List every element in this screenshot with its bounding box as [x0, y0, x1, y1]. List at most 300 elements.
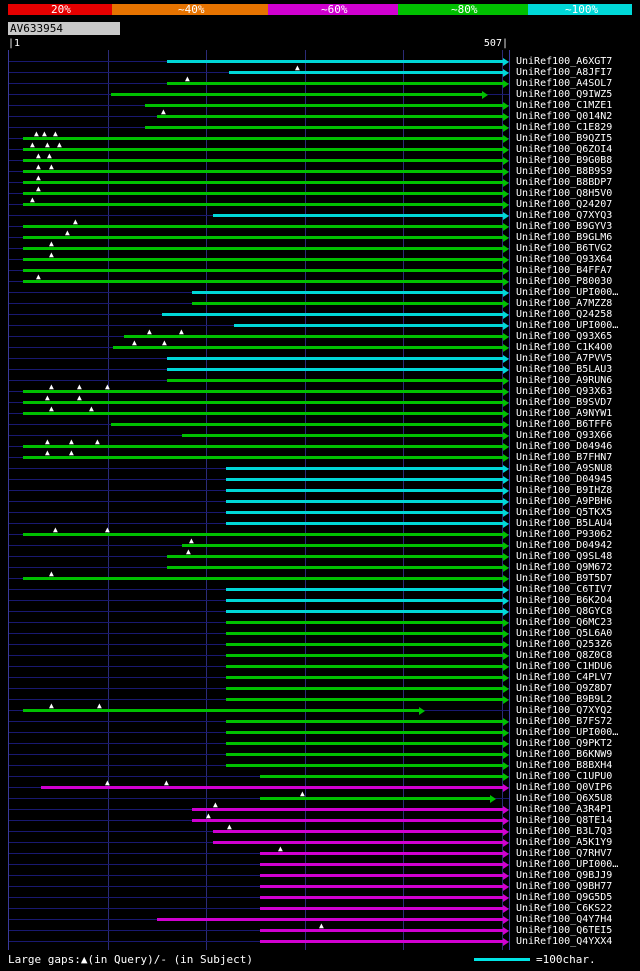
hit-bar[interactable] [213, 214, 503, 217]
hit-label[interactable]: UniRef100_C6KS22 [516, 903, 613, 914]
hit-arrowhead [503, 553, 509, 561]
gap-marker-icon: ▲ [95, 437, 100, 446]
hit-bar[interactable] [213, 830, 503, 833]
hit-label[interactable]: UniRef100_UPI000… [516, 320, 619, 331]
hit-bar[interactable] [167, 368, 503, 371]
hit-bar[interactable] [23, 258, 503, 261]
hit-label[interactable]: UniRef100_Q014N2 [516, 111, 613, 122]
gap-marker-icon: ▲ [105, 525, 110, 534]
hit-bar[interactable] [226, 676, 503, 679]
hit-arrowhead [503, 718, 509, 726]
hit-label[interactable]: UniRef100_Q8GYC8 [516, 606, 613, 617]
hit-label[interactable]: UniRef100_A9RUN6 [516, 375, 613, 386]
hit-arrowhead [503, 278, 509, 286]
gap-marker-icon: ▲ [97, 701, 102, 710]
hit-label[interactable]: UniRef100_Q6ZOI4 [516, 144, 613, 155]
hit-bar[interactable] [192, 808, 503, 811]
hit-bar[interactable] [260, 852, 503, 855]
hit-label[interactable]: UniRef100_B9IHZ8 [516, 485, 613, 496]
hit-label[interactable]: UniRef100_C1MZE1 [516, 100, 613, 111]
hit-arrowhead [503, 520, 509, 528]
hit-arrowhead [503, 619, 509, 627]
hit-bar[interactable] [226, 687, 503, 690]
hit-arrowhead [503, 575, 509, 583]
gap-marker-icon: ▲ [300, 789, 305, 798]
gap-marker-icon: ▲ [227, 822, 232, 831]
hit-bar[interactable] [23, 203, 503, 206]
gap-marker-icon: ▲ [295, 63, 300, 72]
hit-bar[interactable] [167, 357, 503, 360]
hit-bar[interactable] [23, 577, 503, 580]
hit-label[interactable]: UniRef100_Q93X66 [516, 430, 613, 441]
hit-label[interactable]: UniRef100_Q5L6A0 [516, 628, 613, 639]
gap-marker-icon: ▲ [278, 844, 283, 853]
hit-bar[interactable] [23, 390, 503, 393]
hit-label[interactable]: UniRef100_A5K1Y9 [516, 837, 613, 848]
hit-bar[interactable] [226, 599, 503, 602]
gap-marker-icon: ▲ [49, 569, 54, 578]
hit-bar[interactable] [260, 907, 503, 910]
hit-bar[interactable] [260, 885, 503, 888]
hit-arrowhead [503, 850, 509, 858]
hit-arrowhead [503, 311, 509, 319]
hit-label[interactable]: UniRef100_B8B9S9 [516, 166, 613, 177]
hit-bar[interactable] [23, 236, 503, 239]
scale-label: =100char. [536, 953, 596, 966]
hit-bar[interactable] [226, 500, 503, 503]
hit-arrowhead [503, 487, 509, 495]
hit-bar[interactable] [226, 731, 503, 734]
gap-marker-icon: ▲ [47, 151, 52, 160]
hit-arrowhead [503, 289, 509, 297]
hit-bar[interactable] [23, 456, 503, 459]
hit-arrowhead [503, 883, 509, 891]
gap-marker-icon: ▲ [164, 778, 169, 787]
hit-label[interactable]: UniRef100_A9SNU8 [516, 463, 613, 474]
hit-label[interactable]: UniRef100_A6XGT7 [516, 56, 613, 67]
hit-arrowhead [503, 355, 509, 363]
gap-marker-icon: ▲ [49, 701, 54, 710]
hit-bar[interactable] [167, 566, 503, 569]
hit-label[interactable]: UniRef100_Q4Y7H4 [516, 914, 613, 925]
hit-arrowhead [503, 212, 509, 220]
hit-label[interactable]: UniRef100_A7MZZ8 [516, 298, 613, 309]
hit-arrowhead [503, 696, 509, 704]
hit-arrowhead [482, 91, 488, 99]
hit-bar[interactable] [226, 720, 503, 723]
gap-marker-icon: ▲ [57, 140, 62, 149]
hit-arrowhead [503, 938, 509, 946]
position-ruler [8, 38, 508, 50]
hit-bar[interactable] [226, 489, 503, 492]
hit-bar[interactable] [23, 170, 503, 173]
gap-marker-icon: ▲ [49, 382, 54, 391]
hit-arrowhead [503, 256, 509, 264]
hit-bar[interactable] [23, 192, 503, 195]
hit-bar[interactable] [182, 434, 503, 437]
hit-bar[interactable] [145, 104, 503, 107]
gap-marker-icon: ▲ [53, 525, 58, 534]
hit-arrowhead [503, 245, 509, 253]
gap-marker-icon: ▲ [189, 536, 194, 545]
hit-label[interactable]: UniRef100_B5LAU3 [516, 364, 613, 375]
hit-arrowhead [503, 454, 509, 462]
hit-bar[interactable] [23, 280, 503, 283]
hit-bar[interactable] [23, 137, 503, 140]
gap-marker-icon: ▲ [89, 404, 94, 413]
hit-label[interactable]: UniRef100_B8BDP7 [516, 177, 613, 188]
hit-arrowhead [503, 168, 509, 176]
hit-label[interactable]: UniRef100_C1UPU0 [516, 771, 613, 782]
gap-marker-icon: ▲ [34, 129, 39, 138]
hit-bar[interactable] [226, 467, 503, 470]
hit-arrowhead [503, 773, 509, 781]
hit-arrowhead [503, 564, 509, 572]
hit-arrowhead [503, 861, 509, 869]
hit-arrowhead [503, 663, 509, 671]
hit-label[interactable]: UniRef100_Q9IWZ5 [516, 89, 613, 100]
hit-arrowhead [503, 685, 509, 693]
hit-label[interactable]: UniRef100_Q9PKT2 [516, 738, 613, 749]
gap-marker-icon: ▲ [36, 162, 41, 171]
hit-arrowhead [503, 421, 509, 429]
gap-marker-icon: ▲ [45, 448, 50, 457]
hit-label[interactable]: UniRef100_Q93X63 [516, 386, 613, 397]
hit-label[interactable]: UniRef100_Q7RHV7 [516, 848, 613, 859]
hit-label[interactable]: UniRef100_B5LAU4 [516, 518, 613, 529]
gap-marker-icon: ▲ [186, 547, 191, 556]
hit-bar[interactable] [226, 478, 503, 481]
hit-label[interactable]: UniRef100_D04945 [516, 474, 613, 485]
hit-bar[interactable] [260, 929, 503, 932]
hit-arrowhead [503, 586, 509, 594]
hit-label[interactable]: UniRef100_P80030 [516, 276, 613, 287]
hit-label[interactable]: UniRef100_C1K4O0 [516, 342, 613, 353]
hit-arrowhead [503, 157, 509, 165]
hit-arrowhead [503, 872, 509, 880]
hit-bar[interactable] [23, 269, 503, 272]
hit-arrowhead [503, 399, 509, 407]
hit-arrowhead [503, 476, 509, 484]
gap-marker-icon: ▲ [36, 272, 41, 281]
query-name-bar: AV633954 [8, 22, 120, 35]
gap-marker-icon: ▲ [213, 800, 218, 809]
legend-label-1: ~40% [178, 3, 205, 16]
gap-marker-icon: ▲ [319, 921, 324, 930]
hit-arrowhead [503, 410, 509, 418]
hit-bar[interactable] [226, 698, 503, 701]
hit-label[interactable]: UniRef100_Q24207 [516, 199, 613, 210]
hit-label[interactable]: UniRef100_Q9G5D5 [516, 892, 613, 903]
hit-bar[interactable] [111, 423, 503, 426]
gap-marker-icon: ▲ [132, 338, 137, 347]
gap-marker-icon: ▲ [45, 140, 50, 149]
hit-bar[interactable] [157, 115, 503, 118]
hit-label[interactable]: UniRef100_C4PLV7 [516, 672, 613, 683]
hit-label[interactable]: UniRef100_Q9Z8D7 [516, 683, 613, 694]
hit-arrowhead [503, 608, 509, 616]
hit-label[interactable]: UniRef100_UPI000… [516, 287, 619, 298]
hit-label[interactable]: UniRef100_B6KNW9 [516, 749, 613, 760]
hit-label[interactable]: UniRef100_B9GLM6 [516, 232, 613, 243]
hit-arrowhead [503, 223, 509, 231]
hit-arrowhead [503, 80, 509, 88]
hit-label[interactable]: UniRef100_UPI000… [516, 859, 619, 870]
hit-label[interactable]: UniRef100_Q9SL48 [516, 551, 613, 562]
hit-bar[interactable] [157, 918, 503, 921]
gap-marker-icon: ▲ [53, 129, 58, 138]
hit-bar[interactable] [226, 742, 503, 745]
hit-label[interactable]: UniRef100_D04942 [516, 540, 613, 551]
hit-arrowhead [503, 234, 509, 242]
hit-label[interactable]: UniRef100_Q4YXX4 [516, 936, 613, 947]
hit-bar[interactable] [226, 753, 503, 756]
hit-arrowhead [503, 201, 509, 209]
hit-arrowhead [503, 597, 509, 605]
hit-bar[interactable] [23, 709, 419, 712]
hit-arrowhead [503, 146, 509, 154]
gap-marker-icon: ▲ [162, 338, 167, 347]
hit-label[interactable]: UniRef100_B3L7Q3 [516, 826, 613, 837]
hit-bar[interactable] [229, 71, 503, 74]
hit-label[interactable]: UniRef100_D04946 [516, 441, 613, 452]
gap-marker-icon: ▲ [185, 74, 190, 83]
hit-bar[interactable] [23, 401, 503, 404]
hit-label[interactable]: UniRef100_B9G0B8 [516, 155, 613, 166]
hit-arrowhead [503, 432, 509, 440]
hit-bar[interactable] [23, 247, 503, 250]
hit-arrowhead [503, 729, 509, 737]
hit-arrowhead [503, 916, 509, 924]
hit-bar[interactable] [192, 302, 503, 305]
gap-marker-icon: ▲ [77, 393, 82, 402]
hit-bar[interactable] [145, 126, 503, 129]
legend-label-0: 20% [51, 3, 71, 16]
hit-label[interactable]: UniRef100_Q8TE14 [516, 815, 613, 826]
hit-arrowhead [503, 333, 509, 341]
gap-marker-icon: ▲ [206, 811, 211, 820]
gap-marker-icon: ▲ [77, 382, 82, 391]
identity-legend [8, 4, 632, 20]
hit-label[interactable]: UniRef100_P93062 [516, 529, 613, 540]
hit-bar[interactable] [226, 621, 503, 624]
hit-bar[interactable] [182, 544, 503, 547]
legend-label-3: ~80% [451, 3, 478, 16]
hit-bar[interactable] [23, 412, 503, 415]
hit-label[interactable]: UniRef100_B9QZI5 [516, 133, 613, 144]
hit-label[interactable]: UniRef100_Q24258 [516, 309, 613, 320]
hit-bar[interactable] [260, 863, 503, 866]
hit-label[interactable]: UniRef100_B9B9L2 [516, 694, 613, 705]
gap-marker-icon: ▲ [42, 129, 47, 138]
hit-label[interactable]: UniRef100_Q253Z6 [516, 639, 613, 650]
ruler-start-label: |1 [8, 38, 21, 49]
hit-label[interactable]: UniRef100_Q93X64 [516, 254, 613, 265]
hit-bar[interactable] [23, 159, 503, 162]
gap-marker-icon: ▲ [30, 195, 35, 204]
hit-bar[interactable] [41, 786, 503, 789]
hit-label[interactable]: UniRef100_Q9BJJ9 [516, 870, 613, 881]
gap-marker-icon: ▲ [36, 151, 41, 160]
hit-label[interactable]: UniRef100_Q9M672 [516, 562, 613, 573]
hit-label[interactable]: UniRef100_A7PVV5 [516, 353, 613, 364]
hit-bar[interactable] [23, 225, 503, 228]
hit-arrowhead [503, 322, 509, 330]
hit-arrowhead [503, 817, 509, 825]
hit-label[interactable]: UniRef100_C1E829 [516, 122, 613, 133]
hit-plot-area [8, 50, 510, 950]
hit-arrowhead [503, 300, 509, 308]
hit-arrowhead [503, 784, 509, 792]
hit-label[interactable]: UniRef100_B6TVG2 [516, 243, 613, 254]
hit-label[interactable]: UniRef100_Q5TKX5 [516, 507, 613, 518]
hit-arrowhead [503, 905, 509, 913]
hit-bar[interactable] [260, 797, 490, 800]
gap-marker-icon: ▲ [147, 327, 152, 336]
hit-label[interactable]: UniRef100_Q6MC23 [516, 617, 613, 628]
hit-arrowhead [503, 113, 509, 121]
hit-bar[interactable] [213, 841, 503, 844]
hit-label[interactable]: UniRef100_B9T5D7 [516, 573, 613, 584]
hit-arrowhead [503, 124, 509, 132]
hit-label[interactable]: UniRef100_B9GYV3 [516, 221, 613, 232]
hit-arrowhead [503, 190, 509, 198]
hit-bar[interactable] [226, 511, 503, 514]
hit-label[interactable]: UniRef100_B7FS72 [516, 716, 613, 727]
hit-arrowhead [503, 509, 509, 517]
hit-label[interactable]: UniRef100_B4FFA7 [516, 265, 613, 276]
hit-bar[interactable] [226, 588, 503, 591]
hit-arrowhead [503, 641, 509, 649]
hit-bar[interactable] [226, 522, 503, 525]
hit-arrowhead [503, 630, 509, 638]
hit-arrowhead [503, 179, 509, 187]
hit-bar[interactable] [260, 874, 503, 877]
hit-label[interactable]: UniRef100_Q8Z0C8 [516, 650, 613, 661]
gap-marker-icon: ▲ [49, 404, 54, 413]
hit-bar[interactable] [260, 775, 503, 778]
hit-label[interactable]: UniRef100_B7FHN7 [516, 452, 613, 463]
hit-label[interactable]: UniRef100_Q93X65 [516, 331, 613, 342]
hit-bar[interactable] [226, 643, 503, 646]
legend-label-4: ~100% [565, 3, 599, 16]
hit-label[interactable]: UniRef100_Q6TEI5 [516, 925, 613, 936]
hit-label[interactable]: UniRef100_B6K2O4 [516, 595, 613, 606]
footer-legend [8, 952, 632, 968]
hit-arrowhead [503, 531, 509, 539]
hit-label[interactable]: UniRef100_Q6X5U8 [516, 793, 613, 804]
hit-arrowhead [503, 465, 509, 473]
hit-bar[interactable] [167, 555, 503, 558]
hit-label[interactable]: UniRef100_Q7XYQ2 [516, 705, 613, 716]
gap-marker-icon: ▲ [69, 448, 74, 457]
hit-arrowhead [503, 751, 509, 759]
hit-label[interactable]: UniRef100_A4SOL7 [516, 78, 613, 89]
hit-bar[interactable] [167, 379, 503, 382]
hit-arrowhead [503, 377, 509, 385]
hit-arrowhead [503, 388, 509, 396]
scale-bar-icon [474, 958, 530, 961]
gap-marker-icon: ▲ [73, 217, 78, 226]
hit-label[interactable]: UniRef100_Q0VIP6 [516, 782, 613, 793]
hit-label[interactable]: UniRef100_A3R4P1 [516, 804, 613, 815]
ruler-end-label: 507| [483, 38, 508, 49]
hit-bar[interactable] [167, 60, 503, 63]
hit-bar[interactable] [226, 610, 503, 613]
hit-bar[interactable] [192, 819, 503, 822]
hit-label[interactable]: UniRef100_C1HDU6 [516, 661, 613, 672]
hit-arrowhead [503, 498, 509, 506]
hit-arrowhead [503, 267, 509, 275]
hit-label[interactable]: UniRef100_B8BXH4 [516, 760, 613, 771]
hit-bar[interactable] [23, 181, 503, 184]
hit-bar[interactable] [260, 940, 503, 943]
hit-bar[interactable] [192, 291, 503, 294]
hit-label[interactable]: UniRef100_A8JFI7 [516, 67, 613, 78]
legend-label-2: ~60% [321, 3, 348, 16]
gap-marker-icon: ▲ [30, 140, 35, 149]
hit-arrowhead [503, 828, 509, 836]
hit-bar[interactable] [167, 82, 503, 85]
hit-label[interactable]: UniRef100_Q9BH77 [516, 881, 613, 892]
hit-bar[interactable] [234, 324, 503, 327]
hit-arrowhead [503, 58, 509, 66]
gap-marker-icon: ▲ [69, 437, 74, 446]
gap-note: Large gaps:▲(in Query)/- (in Subject) [8, 953, 254, 966]
gap-marker-icon: ▲ [49, 162, 54, 171]
hit-bar[interactable] [226, 632, 503, 635]
grid-line [108, 50, 109, 950]
hit-bar[interactable] [113, 346, 503, 349]
hit-bar[interactable] [23, 148, 503, 151]
hit-arrowhead [503, 69, 509, 77]
hit-arrowhead [503, 894, 509, 902]
gap-marker-icon: ▲ [49, 250, 54, 259]
gap-marker-icon: ▲ [105, 382, 110, 391]
gap-marker-icon: ▲ [36, 173, 41, 182]
hit-label[interactable]: UniRef100_B6TFF6 [516, 419, 613, 430]
hit-bar[interactable] [226, 654, 503, 657]
gap-marker-icon: ▲ [45, 437, 50, 446]
hit-bar[interactable] [260, 896, 503, 899]
hit-arrowhead [503, 652, 509, 660]
gap-marker-icon: ▲ [45, 393, 50, 402]
hit-arrowhead [503, 443, 509, 451]
hit-bar[interactable] [226, 764, 503, 767]
hit-label[interactable]: UniRef100_C6TIV7 [516, 584, 613, 595]
hit-bar[interactable] [162, 313, 503, 316]
hit-arrowhead [503, 927, 509, 935]
hit-label[interactable]: UniRef100_A9NYW1 [516, 408, 613, 419]
hit-bar[interactable] [111, 93, 482, 96]
hit-arrowhead [503, 674, 509, 682]
hit-arrowhead [419, 707, 425, 715]
hit-label[interactable]: UniRef100_UPI000… [516, 727, 619, 738]
hit-label[interactable]: UniRef100_Q8H5V0 [516, 188, 613, 199]
hit-arrowhead [503, 762, 509, 770]
hit-arrowhead [503, 542, 509, 550]
hit-label[interactable]: UniRef100_B9SVD7 [516, 397, 613, 408]
hit-label[interactable]: UniRef100_Q7XYQ3 [516, 210, 613, 221]
hit-arrowhead [503, 135, 509, 143]
hit-arrowhead [503, 344, 509, 352]
hit-bar[interactable] [23, 533, 503, 536]
hit-label[interactable]: UniRef100_A9PBH6 [516, 496, 613, 507]
gap-marker-icon: ▲ [36, 184, 41, 193]
hit-arrowhead [503, 366, 509, 374]
hit-bar[interactable] [226, 665, 503, 668]
gap-marker-icon: ▲ [179, 327, 184, 336]
